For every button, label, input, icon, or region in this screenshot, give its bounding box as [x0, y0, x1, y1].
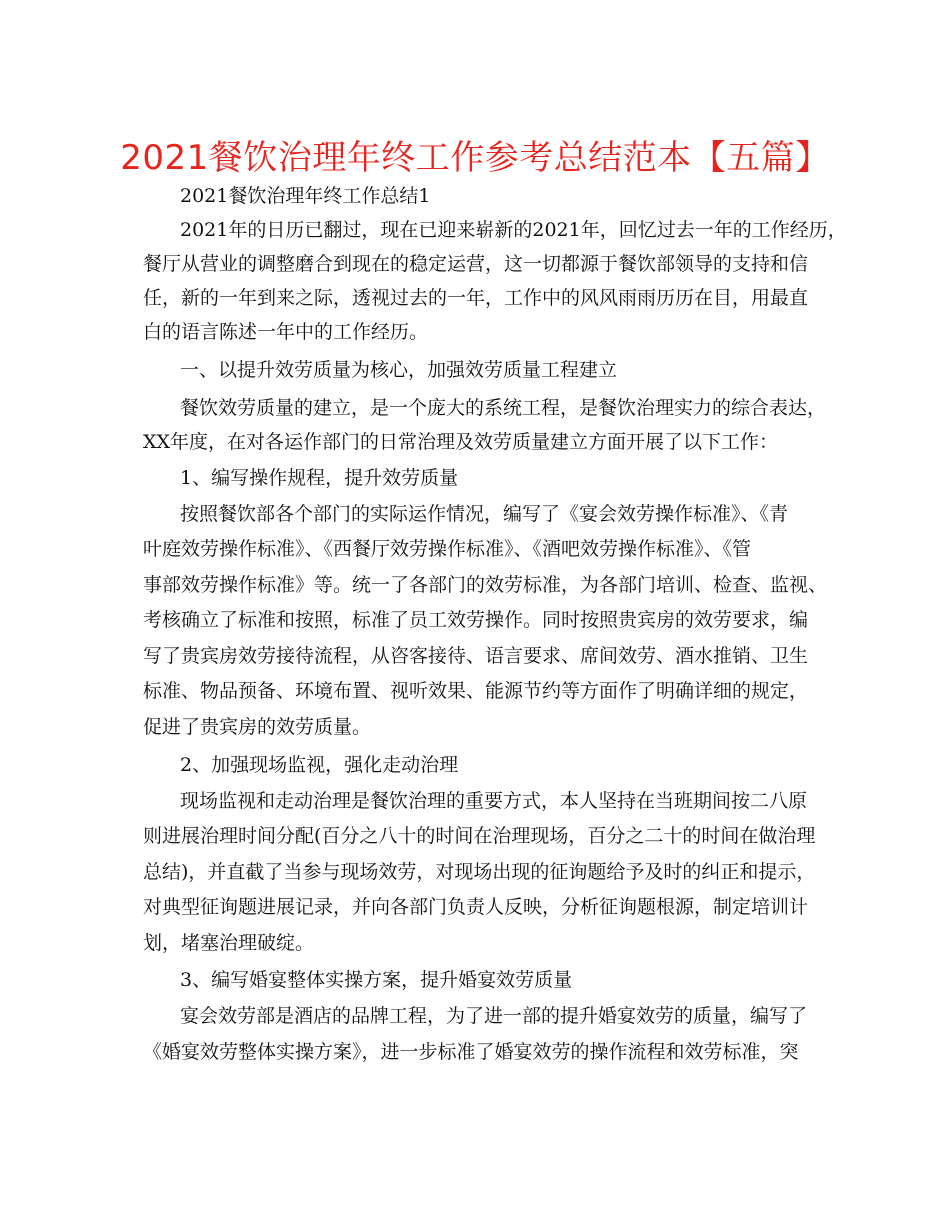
paragraph-line: 标准、物品预备、环境布置、视听效果、能源节约等方面作了明确详细的规定，	[143, 680, 809, 702]
paragraph-line: 现场监视和走动治理是餐饮治理的重要方式，本人坚持在当班期间按二八原	[180, 790, 808, 812]
paragraph-line: 叶庭效劳操作标准》、《西餐厅效劳操作标准》、《酒吧效劳操作标准》、《管	[143, 538, 752, 560]
paragraph-line: 餐饮效劳质量的建立，是一个庞大的系统工程，是餐饮治理实力的综合表达，	[180, 397, 827, 419]
paragraph-line: 则进展治理时间分配(百分之八十的时间在治理现场，百分之二十的时间在做治理	[143, 825, 816, 847]
paragraph-line: 《婚宴效劳整体实操方案》，进一步标准了婚宴效劳的操作流程和效劳标准，突	[143, 1041, 799, 1063]
paragraph-line: 按照餐饮部各个部门的实际运作情况，编写了《宴会效劳操作标准》、《青	[180, 503, 789, 525]
paragraph-line: 宴会效劳部是酒店的品牌工程，为了进一部的提升婚宴效劳的质量，编写了	[180, 1005, 808, 1027]
paragraph-line: 划，堵塞治理破绽。	[143, 932, 315, 954]
paragraph-line: 对典型征询题进展记录，并向各部门负责人反映，分析征询题根源，制定培训计	[143, 896, 809, 918]
paragraph-line: 促进了贵宾房的效劳质量。	[143, 716, 372, 738]
paragraph-line: 事部效劳操作标准》等。统一了各部门的效劳标准，为各部门培训、检查、监视、	[143, 574, 828, 596]
paragraph-line: 餐厅从营业的调整磨合到现在的稳定运营，这一切都源于餐饮部领导的支持和信	[143, 253, 809, 275]
paragraph-line: 写了贵宾房效劳接待流程，从咨客接待、语言要求、席间效劳、酒水推销、卫生	[143, 645, 809, 667]
paragraph-line: 白的语言陈述一年中的工作经历。	[143, 321, 429, 343]
subsection-heading: 2、加强现场监视，强化走动治理	[180, 754, 459, 776]
paragraph-line: 考核确立了标准和按照，标准了员工效劳操作。同时按照贵宾房的效劳要求，编	[143, 609, 809, 631]
paragraph-line: XX年度，在对各运作部门的日常治理及效劳质量建立方面开展了以下工作：	[143, 431, 779, 453]
section-heading: 一、以提升效劳质量为核心，加强效劳质量工程建立	[180, 359, 618, 381]
paragraph-line: 任，新的一年到来之际，透视过去的一年，工作中的风风雨雨历历在目，用最直	[143, 287, 809, 309]
section-heading: 2021餐饮治理年终工作总结1	[180, 185, 431, 207]
subsection-heading: 1、编写操作规程，提升效劳质量	[180, 467, 459, 489]
paragraph-line: 总结)，并直截了当参与现场效劳，对现场出现的征询题给予及时的纠正和提示，	[143, 861, 816, 883]
subsection-heading: 3、编写婚宴整体实操方案，提升婚宴效劳质量	[180, 969, 573, 991]
document-title: 2021餐饮治理年终工作参考总结范本【五篇】	[120, 138, 830, 178]
paragraph-line: 2021年的日历已翻过，现在已迎来崭新的2021年，回忆过去一年的工作经历，	[180, 219, 847, 241]
